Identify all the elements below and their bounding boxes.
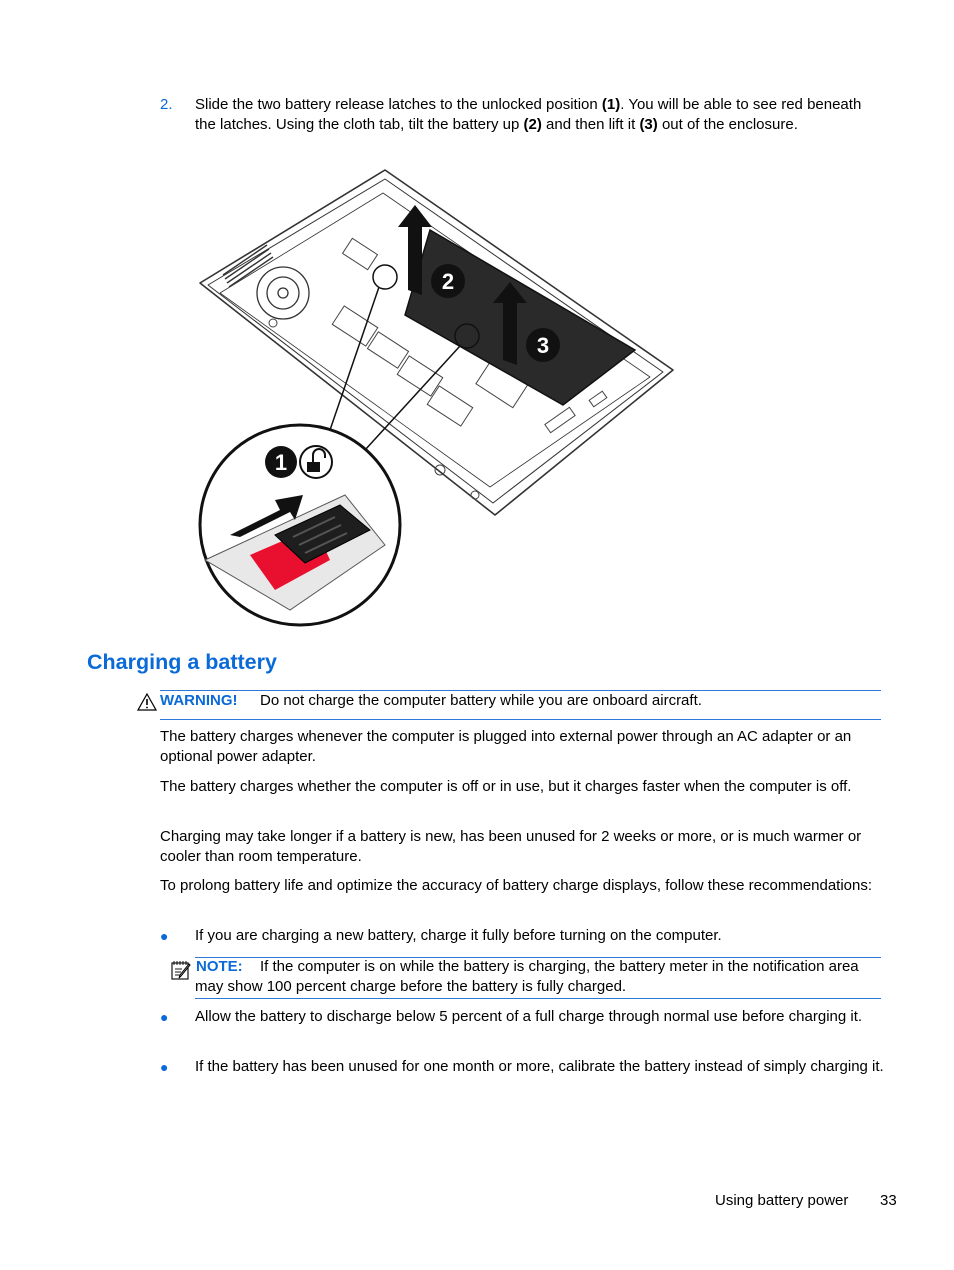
page-number: 33 <box>880 1192 897 1209</box>
callout-ref-2: (2) <box>523 115 542 133</box>
warning-text: Do not charge the computer battery while you are onboard aircraft. <box>260 692 702 709</box>
paragraph: To prolong battery life and optimize the accuracy of battery charge displays, follow these recommendations: <box>160 877 873 894</box>
bullet-marker: ● <box>160 928 169 944</box>
step-text-part: Slide the two battery release latches to the unlocked position <box>195 96 602 113</box>
step-text <box>195 95 885 134</box>
unlock-icon <box>300 446 332 478</box>
step-text-part: out of the enclosure. <box>657 115 798 133</box>
section-title: Charging a battery <box>87 650 277 674</box>
list-item: If the battery has been unused for one month or more, calibrate the battery instead of simply charging it. <box>195 1058 884 1075</box>
battery-removal-illustration <box>195 165 680 630</box>
bullet-marker: ● <box>160 1059 169 1075</box>
step-text-part: . You will be able to see red beneath the latches. Using the cloth tab, tilt the battery up <box>195 96 862 133</box>
step-text-part: and then lift it <box>541 115 640 133</box>
step-number: 2. <box>160 96 173 113</box>
callout-2-label: 2 <box>441 269 455 294</box>
paragraph: The battery charges whether the computer is off or in use, but it charges faster when the computer is off. <box>160 778 852 795</box>
footer-section-name: Using battery power <box>715 1192 849 1209</box>
latch-detail-magnifier <box>200 425 400 625</box>
note-text: If the computer is on while the battery is charging, the battery meter in the notification area may show 100 percent charge before the battery is fully charged. <box>195 958 859 995</box>
note-label: NOTE: <box>196 958 243 975</box>
callout-1-label: 1 <box>274 450 288 475</box>
callout-3 <box>526 328 560 362</box>
callout-2 <box>431 264 465 298</box>
warning-label: WARNING! <box>160 692 238 709</box>
paragraph: The battery charges whenever the computer is plugged into external power through an AC adapter or an optional power adapter. <box>160 728 852 765</box>
vent-grille <box>223 245 273 287</box>
bullet-marker: ● <box>160 1009 169 1025</box>
callout-ref-1: (1) <box>601 96 621 113</box>
battery-pack <box>405 230 635 405</box>
list-item: If you are charging a new battery, charge it fully before turning on the computer. <box>195 927 722 944</box>
paragraph: Charging may take longer if a battery is new, has been unused for 2 weeks or more, or is much warmer or cooler than room temperature. <box>160 828 862 865</box>
list-item: Allow the battery to discharge below 5 percent of a full charge through normal use before charging it. <box>195 1008 863 1025</box>
note-pad-icon <box>170 959 192 981</box>
callout-ref-3: (3) <box>639 115 658 133</box>
fan-icon <box>257 267 309 319</box>
callout-3-label: 3 <box>536 333 550 358</box>
warning-triangle-icon <box>137 692 157 712</box>
